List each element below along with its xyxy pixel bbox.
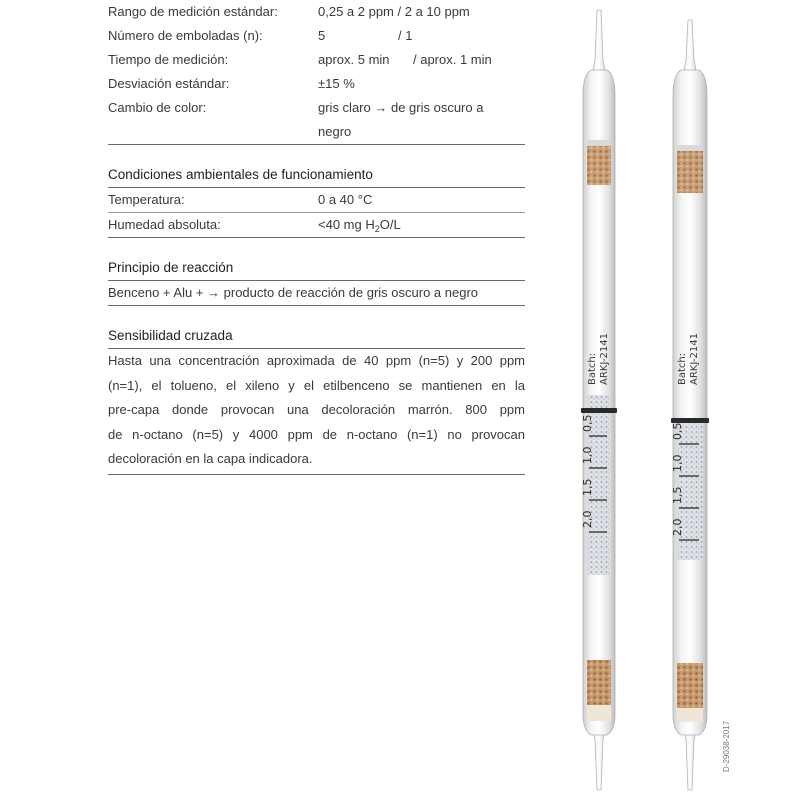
paragraph-line: decoloración en la capa indicadora. bbox=[108, 451, 313, 466]
scale-label: 1,5 bbox=[671, 486, 684, 504]
divider bbox=[108, 305, 525, 306]
spec-row-rango bbox=[108, 0, 525, 24]
spec-value-2: / aprox. 1 min bbox=[413, 52, 492, 67]
spec-value: aprox. 5 min bbox=[318, 52, 390, 67]
section-title-ambientales: Condiciones ambientales de funcionamiento bbox=[108, 167, 373, 182]
paragraph-line: Hasta una concentración aproximada de 40 ppm (n=5) y 200 ppm bbox=[108, 353, 525, 368]
scale-label: 2,0 bbox=[581, 510, 594, 528]
spec-value: 0,25 a 2 ppm / 2 a 10 ppm bbox=[318, 4, 470, 19]
spec-label: Rango de medición estándar: bbox=[108, 4, 278, 19]
spec-row-color-cont bbox=[108, 120, 525, 144]
scale-label: 1,0 bbox=[671, 454, 684, 472]
spec-value: gris claro → de gris oscuro a bbox=[318, 100, 484, 115]
spec-value: <40 mg $H_2O/L$ bbox=[318, 217, 401, 234]
detector-tubes-photo bbox=[545, 0, 745, 800]
scale-label: 2,0 bbox=[671, 518, 684, 536]
spec-row-humedad bbox=[108, 213, 525, 237]
tube-left bbox=[581, 10, 617, 790]
divider bbox=[108, 237, 525, 238]
spec-label: Desviación estándar: bbox=[108, 76, 230, 91]
spec-row-temperatura bbox=[108, 188, 525, 212]
divider bbox=[108, 474, 525, 475]
spec-row-tiempo bbox=[108, 48, 525, 72]
spec-value: 5 bbox=[318, 28, 326, 43]
batch-label: Batch: bbox=[677, 352, 688, 385]
spec-label: Número de emboladas (n): bbox=[108, 28, 263, 43]
spec-row-emboladas bbox=[108, 24, 525, 48]
scale-label: 1,5 bbox=[581, 478, 594, 496]
scale-label: 0,5 bbox=[581, 414, 594, 432]
tube-right bbox=[671, 20, 709, 790]
paragraph-line: (n=1), el tolueno, el xileno y el etilbenceno se mantienen en la bbox=[108, 377, 525, 393]
spec-value-2: / 1 bbox=[398, 28, 413, 43]
spec-value-continued: negro bbox=[318, 124, 352, 139]
scale-label: 1,0 bbox=[581, 446, 594, 464]
batch-label: Batch: bbox=[587, 352, 598, 385]
spec-label: Cambio de color: bbox=[108, 100, 207, 115]
spec-label: Temperatura: bbox=[108, 192, 185, 207]
spec-row-desviacion bbox=[108, 72, 525, 96]
spec-value: ±15 % bbox=[318, 76, 355, 91]
section-title-sensibilidad: Sensibilidad cruzada bbox=[108, 328, 233, 343]
spec-row-color bbox=[108, 96, 525, 120]
spec-label: Humedad absoluta: bbox=[108, 217, 221, 232]
scale-label: 0,5 bbox=[671, 422, 684, 440]
detector-tubes-illustration bbox=[545, 0, 745, 800]
spec-sheet bbox=[108, 0, 525, 475]
section-title-reaccion: Principio de reacción bbox=[108, 260, 234, 275]
paragraph-line: pre-capa donde provocan una decoloración marrón. 800 ppm bbox=[108, 402, 525, 417]
paragraph-line: de n-octano (n=5) y 4000 ppm de n-octano (n=1) no provocan bbox=[108, 426, 525, 442]
batch-code: ARKJ-2141 bbox=[599, 333, 610, 385]
batch-code: ARKJ-2141 bbox=[689, 333, 700, 385]
reaction-text: Benceno + Alu + → producto de reacción de gris oscuro a negro bbox=[108, 285, 479, 300]
spec-value: 0 a 40 °C bbox=[318, 192, 373, 207]
cross-sensitivity-paragraph bbox=[108, 349, 525, 472]
spec-label: Tiempo de medición: bbox=[108, 52, 229, 67]
image-code: D-29038-2017 bbox=[722, 720, 731, 772]
divider bbox=[108, 144, 525, 145]
